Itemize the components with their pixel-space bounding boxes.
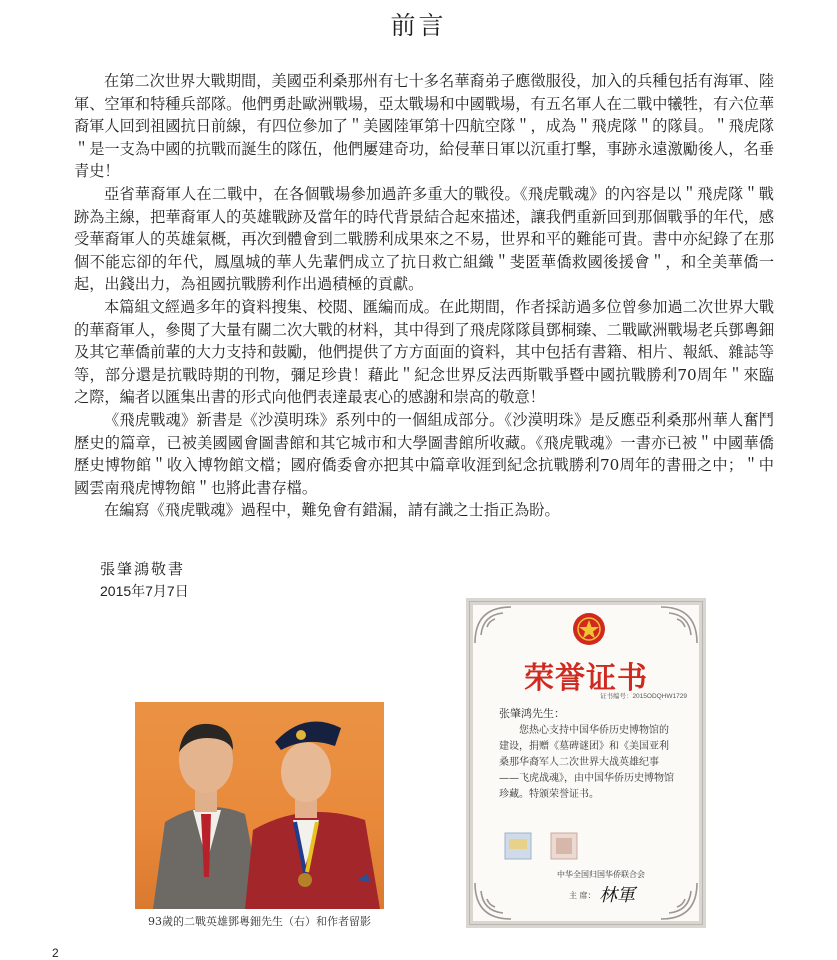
certificate-signature: 林軍 [599, 885, 635, 906]
signature-date: 2015年7月7日 [100, 583, 189, 599]
certificate-organization: 中华全国归国华侨联合会 [557, 870, 645, 879]
stamp-icon [549, 831, 579, 861]
stamp-icon [503, 831, 533, 861]
paragraph-4: 《飛虎戰魂》新書是《沙漠明珠》系列中的一個組成部分。《沙漠明珠》是反應亞利桑那州華人奮鬥歷史的篇章，已被美國國會圖書館和其它城市和大學圖書館所收藏。《飛虎戰魂》一書亦已被＂中國華僑歷史博物館＂收入博物館文檔；國府僑委會亦把其中篇章收涯到紀念抗戰勝利70周年的書冊之中；＂中國雲南飛虎博物館＂也將此書存檔。 [74, 410, 774, 497]
ornament-corner-icon [659, 881, 699, 921]
paragraph-1: 在第二次世界大戰期間，美國亞利桑那州有七十多名華裔弟子應徵服役，加入的兵種包括有海軍、陸軍、空軍和特種兵部隊。他們勇赴歐洲戰場，亞太戰場和中國戰場，有五名軍人在二戰中犧牲，有六位華裔軍人回到祖國抗日前線，有四位參加了＂美國陸軍第十四航空隊＂，成為＂飛虎隊＂的隊員。＂飛虎隊＂是一支為中國的抗戰而誕生的隊伍，他們屢建奇功，給侵華日軍以沉重打擊，事跡永遠激勵後人，名垂青史！ [74, 72, 774, 181]
paragraph-3: 本篇組文經過多年的資料搜集、校閲、匯編而成。在此期間，作者採訪過多位曾參加過二次世界大戰的華裔軍人，參閱了大量有關二次大戰的材料，其中得到了飛虎隊隊員鄧桐臻、二戰歐洲戰場老兵鄧粵鈿及其它華僑前輩的大力支持和鼓勵，他們提供了方方面面的資料，其中包括有書籍、相片、報紙、雜誌等等，部分還是抗戰時期的刊物，彌足珍貴！藉此＂紀念世界反法西斯戰爭暨中國抗戰勝利70周年＂來臨之際，編者以匯集出書的形式向他們表達最衷心的感謝和崇高的敬意！ [74, 297, 774, 407]
ornament-corner-icon [473, 881, 513, 921]
preface-body [74, 70, 774, 522]
honor-certificate [466, 598, 706, 928]
certificate-salutation: 张肇鸿先生： [499, 707, 565, 720]
paragraph-2: 亞省華裔軍人在二戰中，在各個戰場參加過許多重大的戰役。《飛虎戰魂》的內容是以＂飛虎隊＂戰跡為主線，把華裔軍人的英雄戰跡及當年的時代背景結合起來描述，讓我們重新回到那個戰爭的年代，感受華裔軍人的英雄氣概，再次到體會到二戰勝利成果來之不易，世界和平的難能可貴。書中亦紀錄了在那個不能忘卻的年代，鳳凰城的華人先輩們成立了抗日救亡組織＂斐匿華僑救國後援會＂，和全美華僑一起，出錢出力，為祖國抗戰勝利作出過積極的貢獻。 [74, 184, 774, 294]
photo-illustration [135, 702, 384, 909]
photo-caption: 93歲的二戰英雄鄧粵鈿先生（右）和作者留影 [148, 915, 371, 928]
federation-emblem-icon [572, 612, 606, 646]
certificate-title: 荣誉证书 [524, 661, 648, 696]
ornament-corner-icon [659, 605, 699, 645]
page-number: 2 [52, 946, 59, 960]
certificate-chair-label: 主 席： [569, 891, 596, 900]
ornament-corner-icon [473, 605, 513, 645]
page-title: 前言 [390, 11, 447, 40]
signature-name: 張肇鴻敬書 [100, 560, 186, 578]
paragraph-5: 在編寫《飛虎戰魂》過程中，難免會有錯漏，請有識之士指正為盼。 [104, 501, 560, 520]
certificate-number: 证书编号：2015ODQHW1729 [599, 693, 687, 700]
certificate-body: 您热心支持中国华侨历史博物馆的建设，捐赠《墓碑谜团》和《美国亚利桑那华裔军人二次世界大战英雄纪事——飞虎战魂》，由中国华侨历史博物馆珍藏。特颁荣誉证书。 [499, 725, 674, 800]
author-veteran-photo [135, 702, 384, 909]
